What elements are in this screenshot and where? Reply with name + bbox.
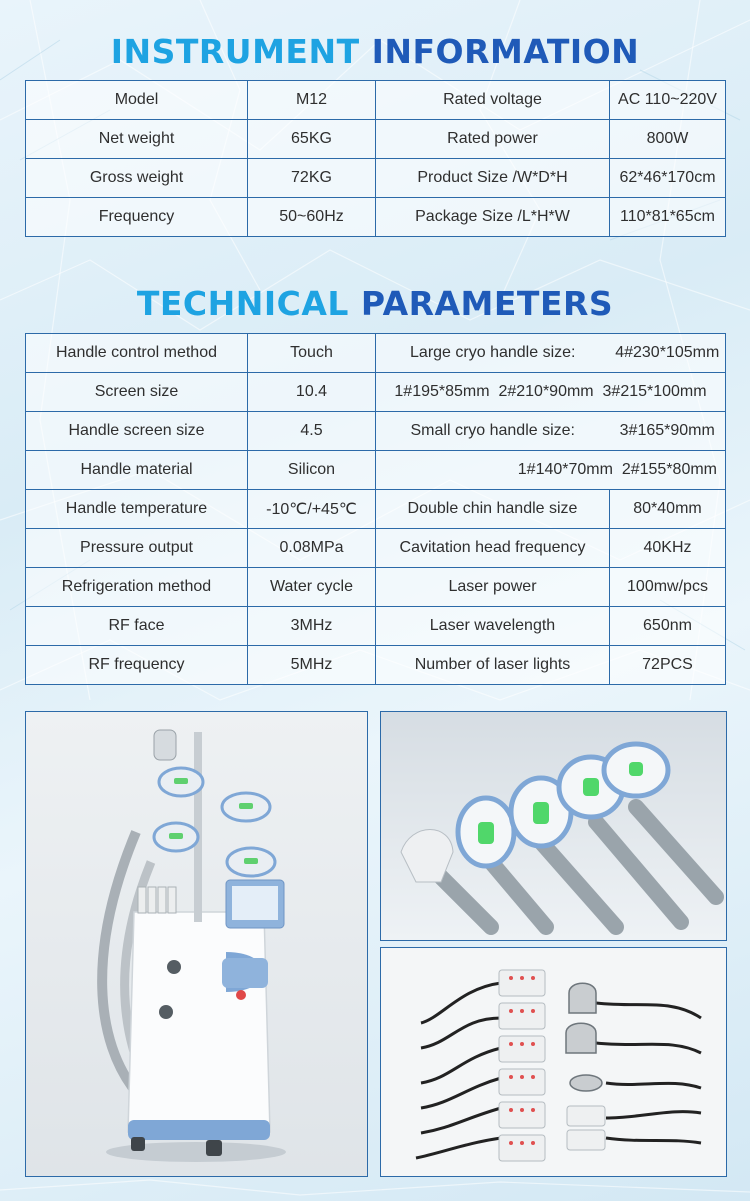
title-part1: TECHNICAL: [136, 284, 349, 323]
spec-value: 110*81*65cm: [610, 198, 726, 237]
spec-label: Gross weight: [26, 159, 248, 198]
table-row: [26, 373, 726, 412]
param-label: Double chin handle size: [376, 490, 610, 529]
table-row: [26, 334, 726, 373]
param-label: RF face: [26, 607, 248, 646]
title-part2: PARAMETERS: [360, 284, 614, 323]
param-label: Laser power: [376, 568, 610, 607]
param-label: Laser wavelength: [376, 607, 610, 646]
spec-value: 50~60Hz: [248, 198, 376, 237]
table-row: [26, 490, 726, 529]
param-label: Handle control method: [26, 334, 248, 373]
param-label: Pressure output: [26, 529, 248, 568]
param-value: 10.4: [248, 373, 376, 412]
param-label: Cavitation head frequency: [376, 529, 610, 568]
param-value: 40KHz: [610, 529, 726, 568]
technical-parameters-title: [0, 284, 750, 323]
table-row: [26, 81, 726, 120]
technical-parameters-table: [25, 333, 726, 685]
param-value: 650nm: [610, 607, 726, 646]
instrument-information-table: [25, 80, 726, 237]
table-row: [26, 607, 726, 646]
param-label: Screen size: [26, 373, 248, 412]
spec-value: M12: [248, 81, 376, 120]
spec-value: 72KG: [248, 159, 376, 198]
table-row: [26, 646, 726, 685]
spec-label: Model: [26, 81, 248, 120]
table-row: [26, 529, 726, 568]
param-value: Touch: [248, 334, 376, 373]
table-row: [26, 120, 726, 159]
spec-label: Net weight: [26, 120, 248, 159]
param-value: 100mw/pcs: [610, 568, 726, 607]
param-value: 72PCS: [610, 646, 726, 685]
param-value: 3#165*90mm: [610, 412, 726, 451]
spec-value: 800W: [610, 120, 726, 159]
param-value: 4.5: [248, 412, 376, 451]
accessories-photo: [380, 947, 727, 1177]
spec-label: Package Size /L*H*W: [376, 198, 610, 237]
machine-photo: [25, 711, 368, 1177]
spec-value: AC 110~220V: [610, 81, 726, 120]
param-label: Handle material: [26, 451, 248, 490]
param-label: RF frequency: [26, 646, 248, 685]
table-row: [26, 568, 726, 607]
title-part2: INFORMATION: [371, 32, 640, 71]
param-label: Handle screen size: [26, 412, 248, 451]
param-value: 80*40mm: [610, 490, 726, 529]
param-label: Number of laser lights: [376, 646, 610, 685]
param-label: Refrigeration method: [26, 568, 248, 607]
instrument-information-title: [0, 32, 750, 71]
spec-label: Rated voltage: [376, 81, 610, 120]
param-value: 0.08MPa: [248, 529, 376, 568]
param-sizes: 1#195*85mm 2#210*90mm 3#215*100mm: [376, 373, 726, 412]
param-label: Large cryo handle size:: [376, 334, 610, 373]
param-label: Handle temperature: [26, 490, 248, 529]
spec-label: Rated power: [376, 120, 610, 159]
spec-value: 62*46*170cm: [610, 159, 726, 198]
table-row: [26, 451, 726, 490]
spec-label: Frequency: [26, 198, 248, 237]
table-row: [26, 198, 726, 237]
cryo-handles-photo: [380, 711, 727, 941]
param-value: 4#230*105mm: [610, 334, 726, 373]
table-row: [26, 412, 726, 451]
table-row: [26, 159, 726, 198]
param-value: 5MHz: [248, 646, 376, 685]
param-sizes: 1#140*70mm 2#155*80mm: [376, 451, 726, 490]
param-value: -10℃/+45℃: [248, 490, 376, 529]
param-value: Water cycle: [248, 568, 376, 607]
spec-value: 65KG: [248, 120, 376, 159]
title-part1: INSTRUMENT: [110, 32, 360, 71]
param-value: Silicon: [248, 451, 376, 490]
param-value: 3MHz: [248, 607, 376, 646]
spec-label: Product Size /W*D*H: [376, 159, 610, 198]
param-label: Small cryo handle size:: [376, 412, 610, 451]
